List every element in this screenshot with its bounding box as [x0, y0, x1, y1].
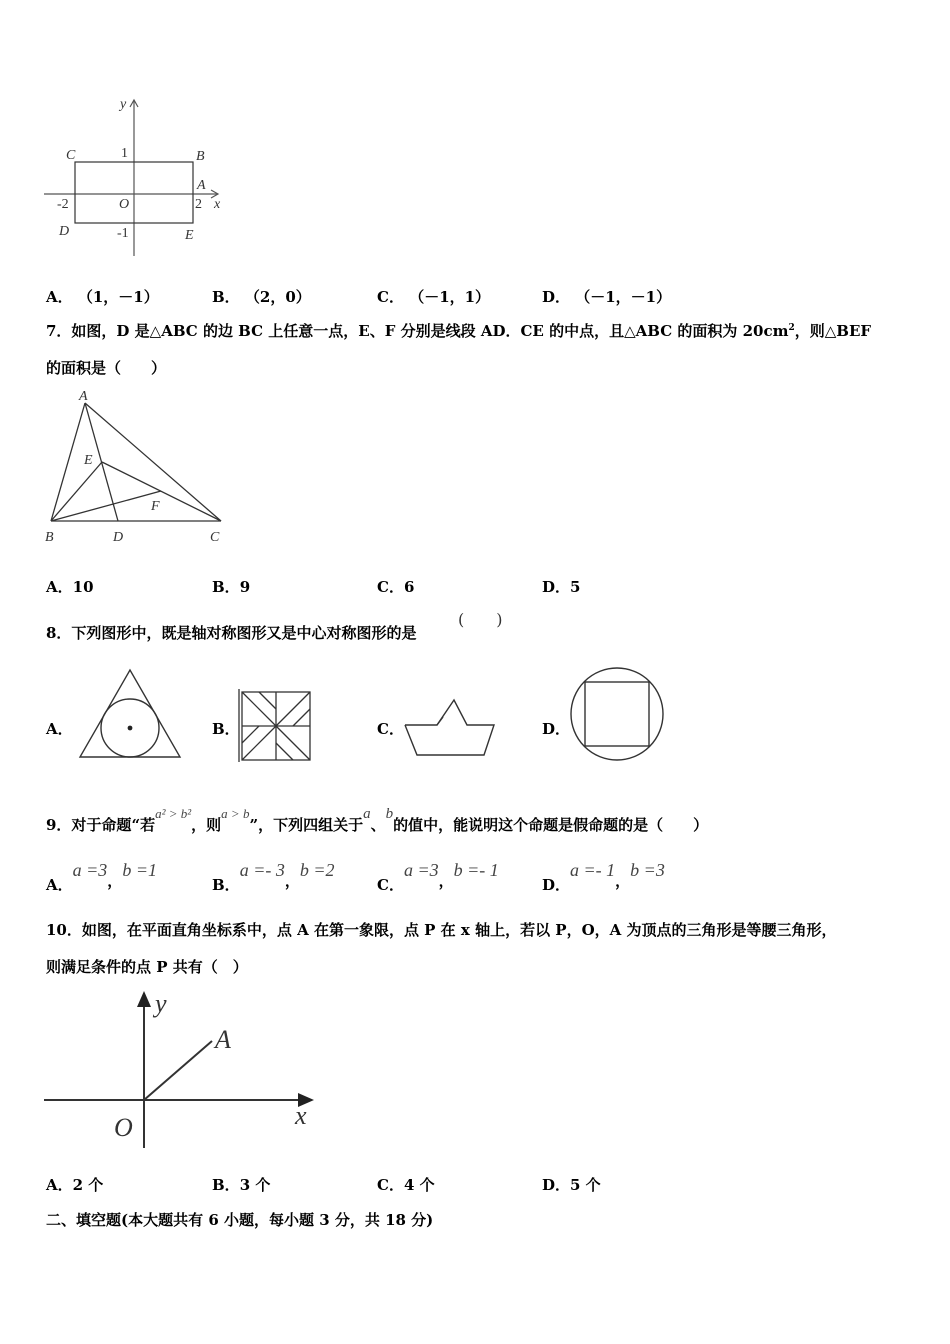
q10-stem-line1: 10．如图，在平面直角坐标系中，点 A 在第一象限，点 P 在 x 轴上，若以 P，O，A 为顶点的三角形是等腰三角形， [46, 921, 837, 939]
fig7-label-C: C [210, 530, 220, 545]
fig6-label-two: 2 [195, 197, 202, 212]
fig10-label-y: y [155, 989, 167, 1018]
fig7-label-E: E [84, 453, 93, 468]
fig7-label-D: D [113, 530, 124, 545]
q10-option-d[interactable]: D．5 个 [542, 1176, 601, 1194]
fig10-label-O: O [114, 1113, 133, 1142]
q8-shape-a-triangle-circle [76, 667, 186, 761]
q10-stem-line2: 则满足条件的点 P 共有（ ） [46, 958, 248, 976]
q6-option-c[interactable]: C． （－1，1） [377, 288, 491, 306]
q7-option-c[interactable]: C．6 [377, 578, 415, 596]
fig6-label-neg-two: -2 [57, 197, 69, 212]
q6-option-d[interactable]: D． （－1，－1） [542, 288, 672, 306]
fig6-label-E: E [185, 228, 194, 243]
q8-stem: 8．下列图形中，既是轴对称图形又是中心对称图形的是 [46, 624, 417, 642]
q8-shape-b-pinwheel [236, 686, 316, 764]
q10-option-b[interactable]: B．3 个 [212, 1176, 271, 1194]
q7-triangle-figure [40, 383, 240, 548]
q6-coordinate-figure [40, 92, 240, 262]
q6-option-b[interactable]: B． （2，0） [212, 288, 311, 306]
q6-option-a[interactable]: A． （1，－1） [46, 288, 159, 306]
q9-option-c[interactable]: C．a =3，b =- 1 [377, 860, 499, 894]
fig6-label-one: 1 [121, 146, 128, 161]
q7-option-a[interactable]: A．10 [46, 578, 94, 596]
q10-option-c[interactable]: C．4 个 [377, 1176, 435, 1194]
q8-shape-d-square-in-circle [568, 665, 666, 763]
q8-shape-c-boat [402, 697, 498, 761]
section-2-heading: 二、填空题(本大题共有 6 小题，每小题 3 分，共 18 分) [46, 1211, 434, 1229]
q8-option-b[interactable]: B． [212, 720, 240, 738]
fig6-label-C: C [66, 148, 76, 163]
fig6-label-x: x [214, 197, 221, 212]
q9-option-d[interactable]: D．a =- 1，b =3 [542, 860, 665, 894]
fig7-label-B: B [45, 530, 54, 545]
q8-option-a[interactable]: A． [46, 720, 73, 738]
q7-option-b[interactable]: B．9 [212, 578, 251, 596]
fig6-label-B: B [196, 149, 205, 164]
q9-option-b[interactable]: B．a =- 3，b =2 [212, 860, 335, 894]
fig7-label-F: F [151, 499, 160, 514]
q8-paren: ( ) [458, 610, 503, 629]
q7-option-d[interactable]: D．5 [542, 578, 581, 596]
fig6-label-y: y [120, 97, 127, 112]
fig6-label-neg-one: -1 [117, 226, 129, 241]
q9-conclusion: a > b [221, 806, 250, 821]
fig6-label-D: D [59, 224, 70, 239]
fig7-label-A: A [79, 389, 88, 404]
q10-option-a[interactable]: A．2 个 [46, 1176, 104, 1194]
q8-option-d[interactable]: D． [542, 720, 571, 738]
q7-stem-line2: 的面积是（ ） [46, 359, 167, 377]
fig6-label-O: O [119, 197, 130, 212]
q10-coordinate-figure [40, 984, 330, 1154]
fig6-label-A: A [197, 178, 206, 193]
q7-stem-line1: 7．如图，D 是△ABC 的边 BC 上任意一点，E、F 分别是线段 AD．CE 的中点，且△ABC 的面积为 $20cm^2$，则△BEF [46, 322, 872, 340]
q9-stem: 9．对于命题“若a² > b²，则a > b”，下列四组关于a、b的值中，能说明这个命题是假命题的是（ ） [46, 806, 709, 834]
fig10-label-x: x [295, 1101, 307, 1130]
fig10-label-A: A [215, 1025, 231, 1054]
q9-option-a[interactable]: A．a =3，b =1 [46, 860, 157, 894]
q9-condition: a² > b² [155, 806, 192, 821]
q8-option-c[interactable]: C． [377, 720, 404, 738]
